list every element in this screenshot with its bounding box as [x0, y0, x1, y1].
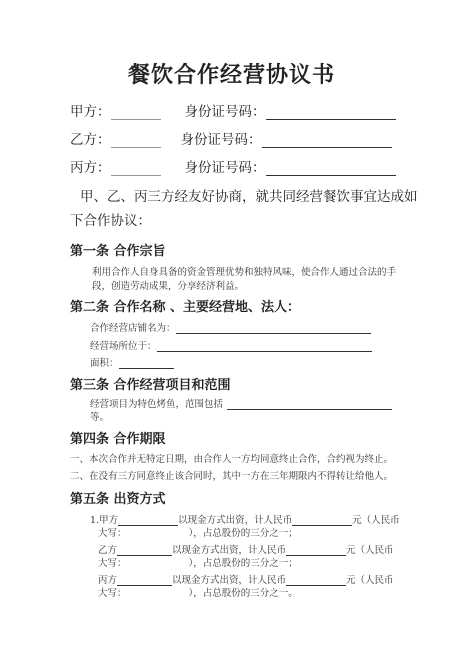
party-a-id-blank[interactable]	[266, 105, 396, 120]
store-name-row	[90, 320, 371, 334]
party-c-name-blank[interactable]	[111, 161, 161, 176]
party-b-label: 乙方：	[70, 132, 111, 148]
party-a-row	[70, 100, 396, 120]
party-c-row	[70, 156, 396, 176]
document-title: 餐饮合作经营协议书	[127, 62, 335, 88]
intro-line-1: 甲、乙、丙三方经友好协商，就共同经营餐饮事宜达成如	[80, 189, 418, 205]
capital-b-line-2	[98, 555, 298, 569]
article-1-line-2: 段，创造劳动成果，分享经济利益。	[92, 281, 245, 292]
capital-a-mid: 以现金方式出资，计人民币	[178, 515, 293, 526]
area-label: 面积：	[90, 358, 119, 369]
party-c-id-label: 身份证号码：	[184, 160, 266, 176]
party-b-id-blank[interactable]	[262, 133, 392, 148]
article-3-heading: 第三条 合作经营项目和范围	[70, 378, 231, 393]
article-3-line-2: 等。	[90, 412, 110, 423]
address-row	[90, 338, 372, 352]
store-name-blank[interactable]	[176, 323, 371, 334]
capital-a-line-1	[90, 512, 400, 526]
capital-a-prefix: 1.甲方	[90, 515, 119, 526]
capital-b-prefix: 乙方	[98, 545, 118, 556]
capital-a-suffix: 元（人民币	[352, 515, 400, 526]
article-2-heading: 第二条 合作名称 、主要经营地、法人：	[70, 300, 301, 315]
capital-c-share: ），占总股份的三分之一。	[188, 588, 298, 599]
article-1-heading: 第一条 合作宗旨	[70, 244, 166, 259]
capital-c-suffix: 元（人民币	[346, 575, 394, 586]
capital-b-share: ），占总股份的三分之一；	[188, 558, 298, 569]
scope-label: 经营项目为特色烤鱼，范围包括	[90, 399, 224, 410]
party-b-id-label: 身份证号码：	[180, 132, 262, 148]
party-b-name-blank[interactable]	[111, 133, 161, 148]
capital-a-share: ），占总股份的三分之一；	[188, 528, 298, 539]
capital-b-upper-label: 大写：	[98, 558, 127, 569]
capital-c-upper-label: 大写：	[98, 588, 127, 599]
party-c-label: 丙方：	[70, 160, 111, 176]
capital-a-amount-blank[interactable]	[292, 515, 352, 526]
capital-c-line-2	[98, 585, 298, 599]
party-a-name-blank[interactable]	[111, 105, 161, 120]
article-4-line-2: 二、在没有三方同意终止该合同时，其中一方在三年期限内不得转让给他人。	[70, 471, 394, 482]
article-4-line-1: 一、本次合作并无特定日期，由合作人一方均同意终止合作，合约视为终止。	[70, 454, 394, 465]
capital-b-suffix: 元（人民币	[346, 545, 394, 556]
article-1-line-1: 利用合作人自身具备的资金管理优势和独特风味，使合作人通过合法的手	[92, 267, 397, 278]
article-4-heading: 第四条 合作期限	[70, 432, 166, 447]
scope-blank[interactable]	[227, 399, 392, 410]
area-blank[interactable]	[119, 358, 174, 369]
party-b-row	[70, 128, 392, 148]
capital-c-prefix: 丙方	[98, 575, 118, 586]
capital-a-upper-label: 大写：	[98, 528, 127, 539]
party-c-id-blank[interactable]	[266, 161, 396, 176]
capital-c-line-1	[98, 572, 394, 586]
address-label: 经营场所位于：	[90, 341, 157, 352]
address-blank[interactable]	[157, 341, 372, 352]
party-a-label: 甲方：	[70, 104, 111, 120]
capital-c-mid: 以现金方式出资，计人民币	[172, 575, 287, 586]
capital-b-line-1	[98, 542, 394, 556]
capital-b-mid: 以现金方式出资，计人民币	[172, 545, 287, 556]
intro-line-2: 下合作协议：	[70, 213, 151, 229]
area-row	[90, 355, 174, 369]
party-a-id-label: 身份证号码：	[184, 104, 266, 120]
store-name-label: 合作经营店铺名为：	[90, 323, 176, 334]
article-3-line-1	[90, 396, 392, 410]
capital-a-line-2	[98, 525, 298, 539]
article-5-heading: 第五条 出资方式	[70, 492, 166, 507]
